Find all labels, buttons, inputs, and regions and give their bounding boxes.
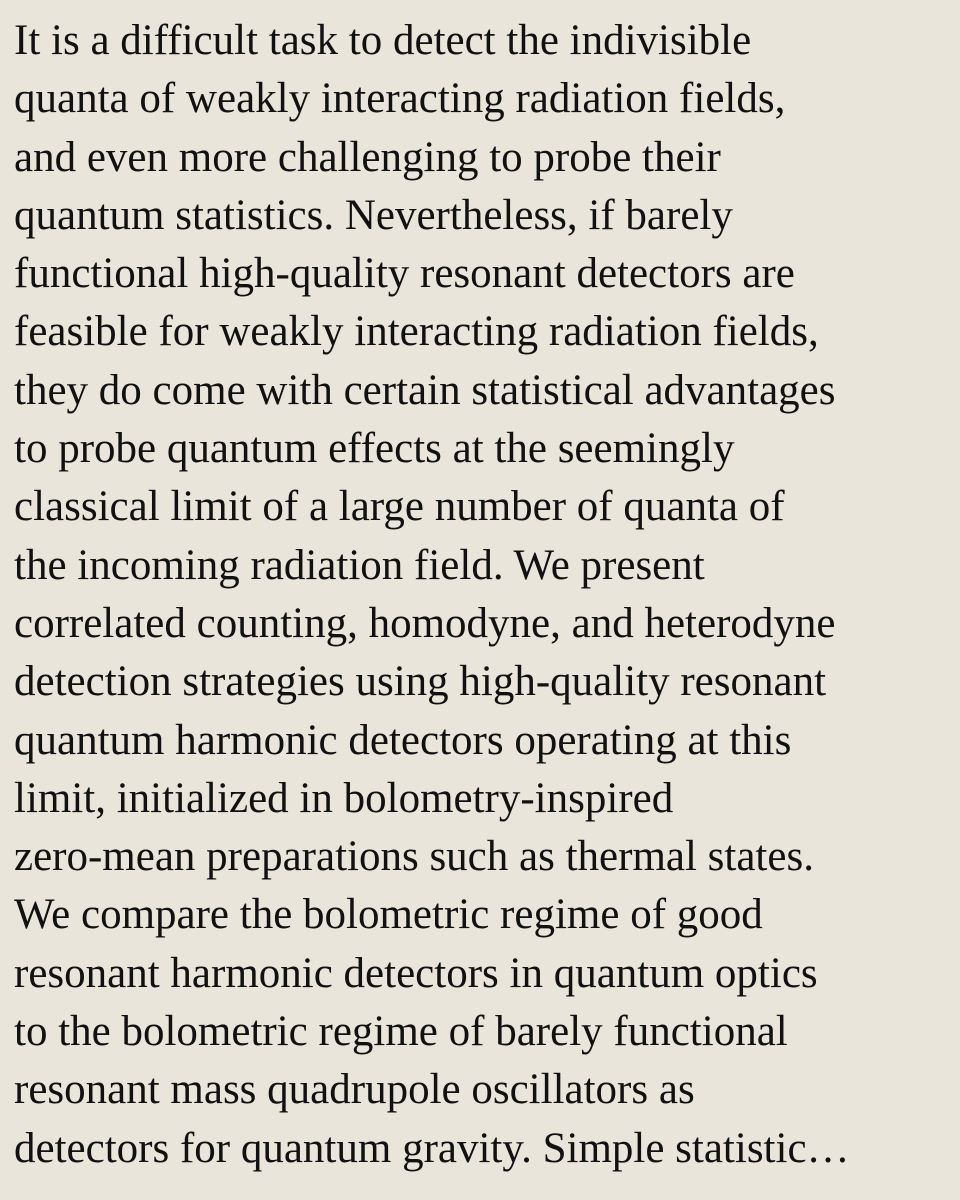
abstract-line-13: quantum harmonic detectors operating at this <box>14 716 792 764</box>
abstract-line-11: correlated counting, homodyne, and heterodyne <box>14 599 836 647</box>
abstract-line-7: they do come with certain statistical advantages <box>14 366 836 414</box>
abstract-line-10: the incoming radiation field. We present <box>14 541 705 589</box>
abstract-line-1: It is a difficult task to detect the indivisible <box>14 17 752 64</box>
abstract-line-16: We compare the bolometric regime of good <box>14 891 763 939</box>
abstract-line-20: detectors for quantum gravity. Simple statistic… <box>14 1124 850 1172</box>
abstract-line-3: and even more challenging to probe their <box>14 133 721 181</box>
abstract-line-18: to the bolometric regime of barely functional <box>14 1008 788 1056</box>
abstract-line-2: quanta of weakly interacting radiation fields, <box>14 75 786 123</box>
abstract-line-9: classical limit of a large number of quanta of <box>14 483 785 531</box>
abstract-text <box>14 12 954 1178</box>
abstract-line-4: quantum statistics. Nevertheless, if barely <box>14 191 733 239</box>
abstract-line-14: limit, initialized in bolometry-inspired <box>14 774 674 822</box>
abstract-line-6: feasible for weakly interacting radiation fields, <box>14 308 819 356</box>
abstract-line-17: resonant harmonic detectors in quantum optics <box>14 949 818 997</box>
abstract-line-5: functional high-quality resonant detectors are <box>14 250 795 298</box>
abstract-line-12: detection strategies using high-quality resonant <box>14 658 827 706</box>
abstract-line-19: resonant mass quadrupole oscillators as <box>14 1066 695 1114</box>
abstract-line-15: zero-mean preparations such as thermal states. <box>14 833 814 881</box>
abstract-line-8: to probe quantum effects at the seemingly <box>14 425 735 473</box>
